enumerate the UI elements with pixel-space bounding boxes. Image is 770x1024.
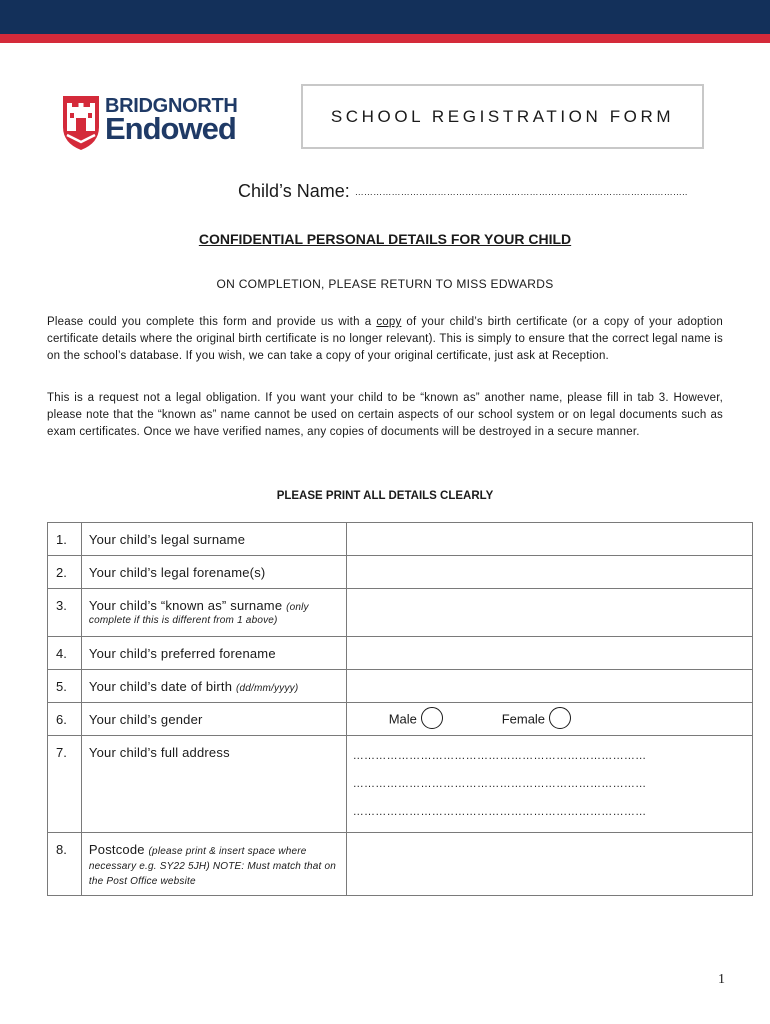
form-title: SCHOOL REGISTRATION FORM [301,84,704,149]
postcode-input[interactable] [346,833,752,896]
row-label: Your child’s preferred forename [81,637,346,670]
table-row [48,736,753,833]
row-label-note: (dd/mm/yyyy) [235,683,299,694]
intro-paragraph-1 [47,314,723,365]
header-red-stripe [0,34,770,43]
row-label-text: Your child’s “known as” surname [88,598,287,613]
known-as-surname-input[interactable] [346,589,752,637]
row-label [81,589,346,637]
row-label-text: Your child’s date of birth [88,679,236,694]
row-label: Your child’s legal forename(s) [81,556,346,589]
row-label-subnote: complete if this is different from 1 above) [88,615,278,626]
date-of-birth-input[interactable] [346,670,752,703]
preferred-forename-input[interactable] [346,637,752,670]
address-line-2[interactable]: …………………………………………………………………… [352,778,647,790]
row-number: 3. [48,589,82,637]
row-label: Your child’s gender [81,703,346,736]
row-label-text: Postcode [88,842,149,857]
row-label-subnote: necessary e.g. SY22 5JH) NOTE: Must match that on the Post Office website [88,861,337,887]
female-radio-circle[interactable] [549,707,571,729]
row-label [81,670,346,703]
table-row [48,670,753,703]
table-row [48,637,753,670]
child-name-field[interactable] [238,181,688,202]
table-row [48,589,753,637]
details-table [47,522,753,896]
row-label-note: (please print & insert space where [148,846,307,857]
male-radio-circle[interactable] [421,707,443,729]
row-label [81,833,346,896]
gender-male-option[interactable] [389,711,443,729]
row-label: Your child’s legal surname [81,523,346,556]
para1-before: Please could you complete this form and provide us with a [47,316,377,328]
intro-paragraph-2: This is a request not a legal obligation. If you want your child to be “known as” another name, please fill in tab 3. However, please note that the “known as” name cannot be used on certain aspects of our school system or on legal documents such as exam certificates. Once we have verified names, any copies of documents will be destroyed in a secure manner. [47,392,723,438]
row-number: 2. [48,556,82,589]
legal-forename-input[interactable] [346,556,752,589]
school-logo [61,93,261,151]
row-number: 8. [48,833,82,896]
row-number: 4. [48,637,82,670]
logo-text-endowed: Endowed [105,111,236,146]
para1-copy-underlined: copy [376,316,402,328]
address-input[interactable] [346,736,752,833]
row-number: 1. [48,523,82,556]
confidential-heading: CONFIDENTIAL PERSONAL DETAILS FOR YOUR CHILD [198,231,572,247]
row-label-note: (only [286,602,309,613]
row-number: 6. [48,703,82,736]
para1-after: of your child’s birth certificate (or a copy of your adoption certificate details where the original birth certificate is no longer relevant). This is simply to ensure that the correct legal name is on the school’s database. If you wish, we can take a copy of your original certificate, just ask at Reception. [47,316,723,362]
header-navy-bar [0,0,770,34]
table-row [48,703,753,736]
castle-shield-icon [61,93,101,151]
row-number: 5. [48,670,82,703]
address-line-3[interactable]: …………………………………………………………………… [352,806,647,818]
logo-text-bridgnorth: BRIDGNORTH [105,95,238,117]
row-number: 7. [48,736,82,833]
legal-surname-input[interactable] [346,523,752,556]
row-label: Your child’s full address [81,736,346,833]
table-row [48,523,753,556]
gender-male-label: Male [388,711,417,727]
return-note: ON COMPLETION, PLEASE RETURN TO MISS EDWARDS [216,277,554,291]
address-line-1[interactable]: …………………………………………………………………… [352,750,647,762]
child-name-label: Child’s Name: [238,181,350,201]
print-note: PLEASE PRINT ALL DETAILS CLEARLY [276,490,494,502]
gender-female-label: Female [501,711,546,727]
child-name-dotted-line[interactable]: ……………………………………………………………………………………..……….. [354,187,688,197]
gender-female-option[interactable] [502,711,571,729]
page-number: 1 [718,972,725,987]
table-row [48,833,753,896]
table-row [48,556,753,589]
gender-options [346,703,752,736]
